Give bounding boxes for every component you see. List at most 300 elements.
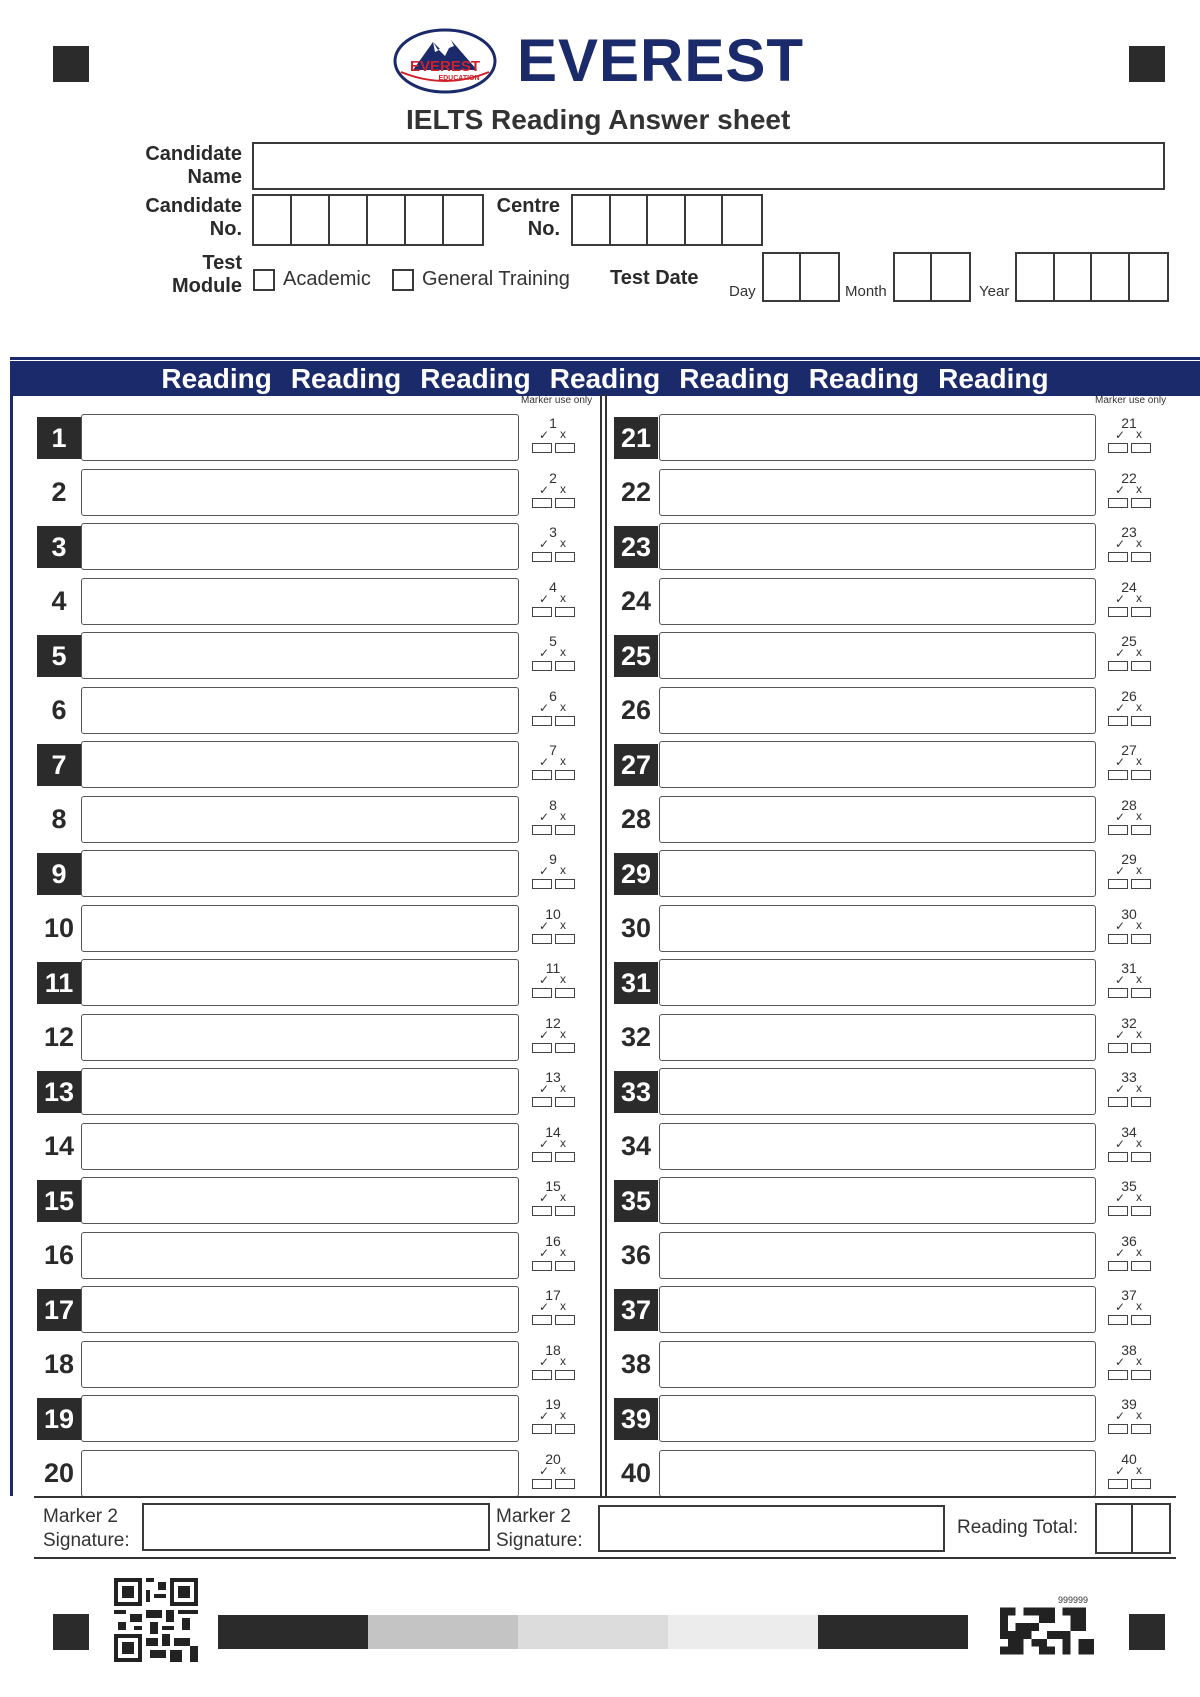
marker-correct-box[interactable]	[1108, 825, 1128, 835]
cross-mark: x	[560, 427, 566, 441]
answer-field[interactable]	[659, 905, 1096, 952]
marker-correct-box[interactable]	[1108, 1043, 1128, 1053]
marker-number: 5	[549, 633, 557, 649]
answer-field[interactable]	[659, 523, 1096, 570]
academic-label: Academic	[283, 268, 371, 290]
question-number: 5	[37, 635, 81, 677]
tick-mark: ✓	[1115, 864, 1126, 878]
month-cell[interactable]	[932, 254, 969, 300]
marker-correct-box[interactable]	[532, 607, 552, 617]
marker-box	[1105, 1124, 1153, 1174]
question-number: 15	[37, 1180, 81, 1222]
marker-correct-box[interactable]	[532, 552, 552, 562]
marker-number: 21	[1121, 415, 1137, 431]
centre-no-cell[interactable]	[648, 196, 686, 244]
answer-field[interactable]	[81, 1341, 519, 1388]
tick-mark: ✓	[539, 809, 550, 824]
cross-mark: x	[560, 1408, 566, 1422]
left-frame-rule	[10, 396, 13, 1496]
answer-field[interactable]	[659, 414, 1096, 461]
marker-use-label-left: Marker use only	[521, 395, 593, 406]
day-cell[interactable]	[801, 254, 838, 300]
tick-mark: ✓	[539, 646, 550, 660]
marker-correct-box[interactable]	[1108, 498, 1128, 508]
centre-no-cell[interactable]	[611, 196, 649, 244]
cross-mark: x	[1136, 590, 1142, 605]
marker-box	[529, 1451, 577, 1501]
marker-incorrect-box[interactable]	[555, 1370, 575, 1380]
marker-correct-box[interactable]	[1108, 1097, 1128, 1107]
logo-text-everest: EVEREST	[409, 58, 481, 75]
answer-field[interactable]	[81, 578, 519, 625]
marker-correct-box[interactable]	[532, 1097, 552, 1107]
marker-incorrect-box[interactable]	[1131, 1424, 1151, 1434]
question-number: 40	[620, 1458, 652, 1488]
banner-word: Reading	[161, 362, 272, 394]
year-cell[interactable]	[1017, 254, 1055, 300]
answer-field[interactable]	[659, 959, 1096, 1006]
year-cell[interactable]	[1055, 254, 1093, 300]
candidate-no-cell[interactable]	[406, 196, 444, 244]
question-number: 27	[614, 744, 658, 786]
answer-field[interactable]	[659, 1014, 1096, 1061]
year-label: Year	[979, 283, 1010, 300]
banner-word: Reading	[808, 362, 920, 394]
question-number: 17	[37, 1289, 81, 1331]
tick-mark: ✓	[539, 1245, 550, 1260]
tick-mark: ✓	[1115, 428, 1126, 442]
answer-field[interactable]	[659, 741, 1096, 788]
marker-incorrect-box[interactable]	[555, 934, 575, 944]
answer-field[interactable]	[81, 1177, 519, 1224]
gray-strip-segment	[818, 1615, 968, 1649]
marker-incorrect-box[interactable]	[555, 988, 575, 998]
centre-no-cell[interactable]	[573, 196, 611, 244]
answer-field[interactable]	[81, 469, 519, 516]
cross-mark: x	[560, 754, 566, 768]
marker-box	[529, 1178, 577, 1228]
registration-mark-top-left	[53, 46, 89, 82]
marker-number: 3	[549, 524, 557, 540]
cross-mark: x	[560, 917, 566, 932]
answer-field[interactable]	[81, 1014, 519, 1061]
cross-mark: x	[1136, 1462, 1142, 1477]
marker-correct-box[interactable]	[1108, 552, 1128, 562]
centre-no-cell[interactable]	[686, 196, 724, 244]
day-field[interactable]	[762, 252, 840, 302]
qr-code	[114, 1578, 198, 1662]
banner-word: Reading	[679, 362, 790, 394]
marker-box	[529, 470, 577, 520]
tick-mark: ✓	[1115, 918, 1126, 933]
marker-number: 11	[545, 960, 561, 976]
marker-number: 35	[1121, 1178, 1137, 1194]
barcode-block	[1000, 1607, 1094, 1655]
marker-incorrect-box[interactable]	[1131, 443, 1151, 453]
marker-number: 4	[549, 578, 557, 595]
marker-number: 1	[549, 415, 557, 431]
marker-incorrect-box[interactable]	[555, 1315, 575, 1325]
marker-incorrect-box[interactable]	[555, 1043, 575, 1053]
marker-incorrect-box[interactable]	[1131, 1261, 1151, 1271]
marker-use-label-right: Marker use only	[1095, 395, 1167, 406]
marker2-signature-field-left[interactable]	[142, 1503, 490, 1551]
cross-mark: x	[1136, 863, 1142, 877]
test-module-label: Test Module	[172, 252, 242, 297]
marker-correct-box[interactable]	[1108, 716, 1128, 726]
marker-correct-box[interactable]	[532, 770, 552, 780]
marker-box	[1105, 524, 1153, 574]
answer-field[interactable]	[81, 1450, 519, 1497]
marker-box	[529, 1287, 577, 1337]
cross-mark: x	[1136, 1244, 1142, 1259]
centre-no-cell[interactable]	[723, 196, 761, 244]
marker-correct-box[interactable]	[532, 1152, 552, 1162]
marker-box	[1105, 1178, 1153, 1228]
cross-mark: x	[1136, 972, 1142, 986]
question-number: 1	[37, 417, 81, 459]
marker-incorrect-box[interactable]	[1131, 1370, 1151, 1380]
cross-mark: x	[1136, 754, 1142, 768]
cross-mark: x	[1136, 699, 1142, 714]
marker-number: 6	[549, 687, 557, 704]
cross-mark: x	[1136, 536, 1142, 550]
tick-mark: ✓	[1115, 1300, 1126, 1314]
answer-field[interactable]	[81, 1395, 519, 1442]
answer-field[interactable]	[659, 1395, 1096, 1442]
tick-mark: ✓	[1115, 973, 1126, 987]
cross-mark: x	[1136, 1081, 1142, 1095]
marker-incorrect-box[interactable]	[1131, 1206, 1151, 1216]
marker-correct-box[interactable]	[1108, 879, 1128, 889]
marker-incorrect-box[interactable]	[1131, 498, 1151, 508]
marker-box	[529, 742, 577, 792]
marker-correct-box[interactable]	[1108, 1206, 1128, 1216]
cross-mark: x	[1136, 1026, 1142, 1041]
tick-mark: ✓	[539, 755, 550, 769]
marker-number: 26	[1121, 687, 1137, 704]
answer-field[interactable]	[659, 1123, 1096, 1170]
question-number: 36	[620, 1240, 652, 1270]
general-training-checkbox[interactable]	[392, 269, 414, 291]
answer-field[interactable]	[81, 1232, 519, 1279]
marker2-signature-field-right[interactable]	[598, 1505, 945, 1552]
cross-mark: x	[560, 536, 566, 550]
marker-correct-box[interactable]	[532, 661, 552, 671]
answer-field[interactable]	[81, 959, 519, 1006]
marker-incorrect-box[interactable]	[555, 1097, 575, 1107]
cross-mark: x	[560, 1135, 566, 1150]
marker-box	[1105, 797, 1153, 847]
banner-word: Reading	[420, 362, 531, 394]
answer-field[interactable]	[659, 796, 1096, 843]
marker-correct-box[interactable]	[1108, 443, 1128, 453]
tick-mark: ✓	[1115, 1409, 1126, 1423]
marker-incorrect-box[interactable]	[555, 498, 575, 508]
marker-incorrect-box[interactable]	[1131, 1043, 1151, 1053]
tick-mark: ✓	[539, 1136, 550, 1151]
marker-box	[1105, 1342, 1153, 1392]
marker-box	[529, 851, 577, 901]
question-number: 9	[37, 853, 81, 895]
marker-number: 32	[1121, 1014, 1137, 1031]
candidate-name-field[interactable]	[252, 142, 1165, 190]
marker-number: 16	[545, 1232, 561, 1249]
marker-correct-box[interactable]	[1108, 988, 1128, 998]
marker-incorrect-box[interactable]	[1131, 1315, 1151, 1325]
month-field[interactable]	[893, 252, 971, 302]
reading-total-cell[interactable]	[1133, 1505, 1169, 1552]
cross-mark: x	[560, 1081, 566, 1095]
reading-banner	[10, 361, 1200, 396]
question-number: 38	[620, 1349, 652, 1379]
marker-incorrect-box[interactable]	[555, 1206, 575, 1216]
tick-mark: ✓	[1115, 700, 1126, 715]
candidate-no-field[interactable]	[252, 194, 484, 246]
column-divider-left	[600, 394, 602, 1496]
year-cell[interactable]	[1130, 254, 1167, 300]
marker-box	[529, 1124, 577, 1174]
marker-box	[1105, 470, 1153, 520]
marker-incorrect-box[interactable]	[555, 770, 575, 780]
banner-top-rule	[10, 357, 1200, 360]
marker-correct-box[interactable]	[532, 443, 552, 453]
marker-correct-box[interactable]	[1108, 1315, 1128, 1325]
gray-strip-segment	[218, 1615, 368, 1649]
marker-incorrect-box[interactable]	[555, 825, 575, 835]
question-number: 26	[620, 695, 652, 725]
marker-incorrect-box[interactable]	[1131, 1152, 1151, 1162]
marker-number: 22	[1121, 469, 1137, 486]
marker-incorrect-box[interactable]	[1131, 661, 1151, 671]
sheet-code: 999999	[1058, 1595, 1089, 1605]
marker-number: 20	[545, 1450, 561, 1467]
question-number: 34	[620, 1131, 652, 1161]
marker-correct-box[interactable]	[532, 825, 552, 835]
marker-incorrect-box[interactable]	[1131, 1479, 1151, 1489]
cross-mark: x	[1136, 917, 1142, 932]
candidate-no-cell[interactable]	[330, 196, 368, 244]
reading-total-field[interactable]	[1095, 1503, 1171, 1554]
answer-field[interactable]	[81, 850, 519, 897]
marker-incorrect-box[interactable]	[1131, 988, 1151, 998]
marker-correct-box[interactable]	[532, 1261, 552, 1271]
answer-field[interactable]	[81, 687, 519, 734]
tick-mark: ✓	[539, 537, 550, 551]
marker-incorrect-box[interactable]	[1131, 770, 1151, 780]
cross-mark: x	[1136, 1353, 1142, 1368]
marker-number: 15	[545, 1178, 561, 1194]
answer-field[interactable]	[659, 1450, 1096, 1497]
answer-field[interactable]	[81, 796, 519, 843]
answer-field[interactable]	[659, 469, 1096, 516]
answer-field[interactable]	[659, 1177, 1096, 1224]
marker-box	[529, 1015, 577, 1065]
marker-box	[1105, 688, 1153, 738]
question-number: 14	[43, 1131, 75, 1161]
academic-checkbox[interactable]	[253, 269, 275, 291]
answer-field[interactable]	[81, 741, 519, 788]
question-number: 2	[51, 477, 67, 507]
answer-field[interactable]	[81, 905, 519, 952]
question-number: 12	[43, 1022, 75, 1052]
candidate-no-cell[interactable]	[254, 196, 292, 244]
marker-incorrect-box[interactable]	[1131, 934, 1151, 944]
answer-field[interactable]	[659, 850, 1096, 897]
marker-correct-box[interactable]	[532, 934, 552, 944]
marker-correct-box[interactable]	[532, 498, 552, 508]
question-number: 8	[51, 804, 67, 834]
marker-incorrect-box[interactable]	[555, 879, 575, 889]
marker-number: 38	[1121, 1341, 1137, 1358]
marker-correct-box[interactable]	[532, 1206, 552, 1216]
marker-incorrect-box[interactable]	[1131, 825, 1151, 835]
cross-mark: x	[1136, 1299, 1142, 1313]
marker-box	[1105, 633, 1153, 683]
tick-mark: ✓	[539, 864, 550, 878]
marker-correct-box[interactable]	[1108, 770, 1128, 780]
gray-strip-segment	[518, 1615, 668, 1649]
cross-mark: x	[560, 1190, 566, 1204]
question-number: 19	[37, 1398, 81, 1440]
marker-correct-box[interactable]	[1108, 607, 1128, 617]
marker-correct-box[interactable]	[1108, 1370, 1128, 1380]
tick-mark: ✓	[539, 591, 550, 606]
question-number: 16	[43, 1240, 75, 1270]
tick-mark: ✓	[1115, 482, 1126, 497]
marker-box	[1105, 1451, 1153, 1501]
question-number: 30	[620, 913, 652, 943]
answer-field[interactable]	[81, 1068, 519, 1115]
tick-mark: ✓	[1115, 1136, 1126, 1151]
marker-box	[529, 579, 577, 629]
marker-correct-box[interactable]	[1108, 661, 1128, 671]
answer-field[interactable]	[81, 523, 519, 570]
answer-field[interactable]	[659, 1286, 1096, 1333]
marker-correct-box[interactable]	[532, 1424, 552, 1434]
cross-mark: x	[560, 481, 566, 496]
marker-number: 9	[549, 851, 557, 867]
marker-box	[1105, 415, 1153, 465]
marker-incorrect-box[interactable]	[555, 552, 575, 562]
gray-strip-segment	[668, 1615, 818, 1649]
marker-correct-box[interactable]	[1108, 934, 1128, 944]
question-number: 11	[37, 962, 81, 1004]
marker-number: 2	[549, 469, 557, 486]
centre-no-label: Centre No.	[496, 195, 560, 240]
marker-incorrect-box[interactable]	[1131, 716, 1151, 726]
question-number: 37	[614, 1289, 658, 1331]
marker-correct-box[interactable]	[1108, 1424, 1128, 1434]
reading-total-cell[interactable]	[1097, 1505, 1133, 1552]
marker-number: 33	[1121, 1069, 1137, 1085]
month-cell[interactable]	[895, 254, 932, 300]
marker-correct-box[interactable]	[532, 1370, 552, 1380]
marker-incorrect-box[interactable]	[1131, 1097, 1151, 1107]
marker-correct-box[interactable]	[532, 879, 552, 889]
cross-mark: x	[560, 645, 566, 659]
marker-correct-box[interactable]	[532, 988, 552, 998]
year-field[interactable]	[1015, 252, 1169, 302]
marker-incorrect-box[interactable]	[1131, 879, 1151, 889]
marker-number: 28	[1121, 796, 1137, 813]
marker-incorrect-box[interactable]	[555, 1424, 575, 1434]
candidate-no-cell[interactable]	[292, 196, 330, 244]
marker-incorrect-box[interactable]	[555, 661, 575, 671]
marker2-signature-label-left: Marker 2 Signature:	[43, 1506, 130, 1551]
answer-field[interactable]	[81, 1123, 519, 1170]
marker-correct-box[interactable]	[532, 1479, 552, 1489]
cross-mark: x	[560, 1299, 566, 1313]
marker-correct-box[interactable]	[532, 716, 552, 726]
answer-field[interactable]	[659, 687, 1096, 734]
candidate-no-cell[interactable]	[368, 196, 406, 244]
marker-box	[1105, 579, 1153, 629]
marker-number: 29	[1121, 851, 1137, 867]
marker-correct-box[interactable]	[532, 1043, 552, 1053]
tick-mark: ✓	[539, 428, 550, 442]
answer-field[interactable]	[81, 1286, 519, 1333]
answer-field[interactable]	[659, 578, 1096, 625]
answer-field[interactable]	[81, 632, 519, 679]
question-number: 29	[614, 853, 658, 895]
tick-mark: ✓	[1115, 646, 1126, 660]
month-label: Month	[845, 283, 887, 300]
question-number: 10	[43, 913, 75, 943]
year-cell[interactable]	[1092, 254, 1130, 300]
marker-box	[1105, 960, 1153, 1010]
answer-field[interactable]	[659, 1232, 1096, 1279]
gray-strip-segment	[368, 1615, 518, 1649]
cross-mark: x	[560, 699, 566, 714]
tick-mark: ✓	[539, 1300, 550, 1314]
marker-number: 31	[1121, 960, 1137, 976]
marker-number: 27	[1121, 742, 1137, 758]
marker-number: 37	[1121, 1287, 1137, 1303]
tick-mark: ✓	[1115, 1245, 1126, 1260]
cross-mark: x	[560, 1462, 566, 1477]
day-label: Day	[729, 283, 756, 300]
marker-box	[529, 1233, 577, 1283]
answer-field[interactable]	[659, 632, 1096, 679]
answer-field[interactable]	[81, 414, 519, 461]
cross-mark: x	[560, 1026, 566, 1041]
marker-incorrect-box[interactable]	[555, 607, 575, 617]
tick-mark: ✓	[539, 1354, 550, 1369]
marker-correct-box[interactable]	[1108, 1261, 1128, 1271]
marker-incorrect-box[interactable]	[555, 1152, 575, 1162]
marker-correct-box[interactable]	[1108, 1152, 1128, 1162]
question-number: 3	[37, 526, 81, 568]
question-number: 18	[43, 1349, 75, 1379]
marker-number: 10	[545, 905, 561, 922]
marker-incorrect-box[interactable]	[555, 1261, 575, 1271]
marker-incorrect-box[interactable]	[555, 716, 575, 726]
marker-incorrect-box[interactable]	[1131, 552, 1151, 562]
answer-field[interactable]	[659, 1068, 1096, 1115]
marker-incorrect-box[interactable]	[555, 1479, 575, 1489]
marker-number: 14	[545, 1123, 561, 1140]
marker-correct-box[interactable]	[532, 1315, 552, 1325]
marker-correct-box[interactable]	[1108, 1479, 1128, 1489]
tick-mark: ✓	[539, 1409, 550, 1423]
marker-incorrect-box[interactable]	[1131, 607, 1151, 617]
tick-mark: ✓	[539, 1463, 550, 1478]
marker-incorrect-box[interactable]	[555, 443, 575, 453]
day-cell[interactable]	[764, 254, 801, 300]
answer-field[interactable]	[659, 1341, 1096, 1388]
centre-no-field[interactable]	[571, 194, 763, 246]
